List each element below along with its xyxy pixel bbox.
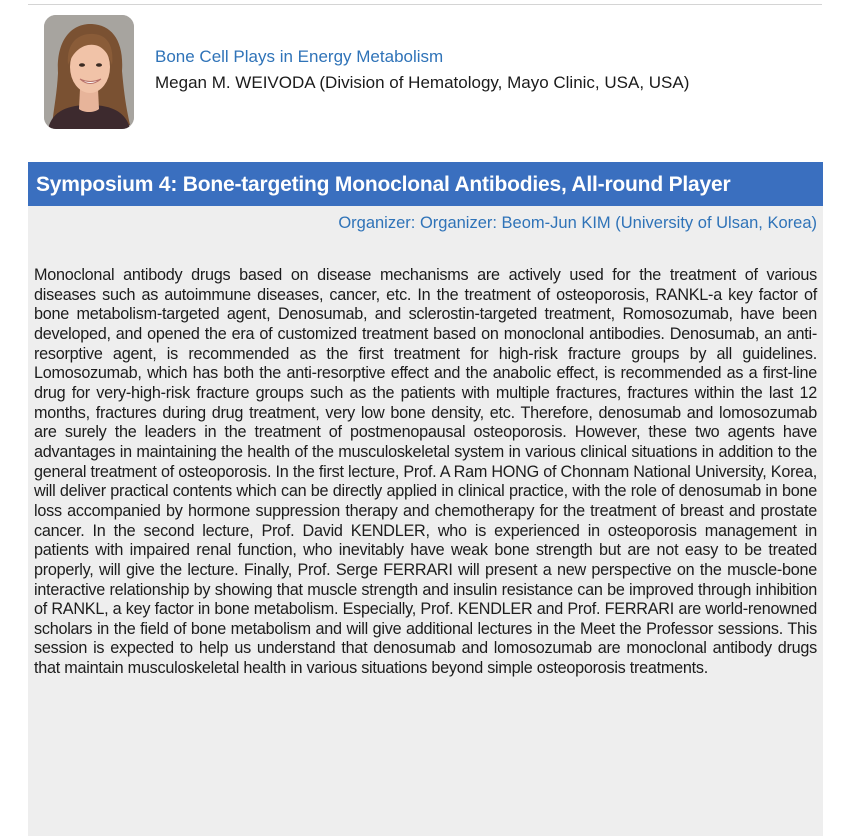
symposium-abstract: Monoclonal antibody drugs based on disease mechanisms are actively used for the treatment of various diseases such as autoimmune diseases, cancer, etc. In the treatment of osteoporosis, RANKL-a key factor of bone metabolism-targeted agent, Denosumab, and sclerostin-targeted treatment, Romosozumab, have been developed, and opened the era of customized treatment based on monoclonal antibodies. Denosumab, an anti-resorptive agent, is recommended as the first treatment for high-risk fracture groups by all guidelines. Lomosozumab, which has both the anti-resorptive effect and the anabolic effect, is recommended as a first-line drug for very-high-risk fracture groups such as the patients with multiple fractures, fractures within the last 12 months, fractures during drug treatment, very low bone density, etc. Therefore, denosumab and lomosozumab are surely the leaders in the treatment of postmenopausal osteoporosis. However, these two agents have advantages in maintaining the health of the musculoskeletal system in various clinical situations in addition to the general treatment of osteoporosis. In the first lecture, Prof. A Ram HONG of Chonnam National University, Korea, will deliver practical contents which can be directly applied in clinical practice, with the role of denosumab in bone loss accompanied by hormone suppression therapy and chemotherapy for the treatment of breast and prostate cancer. In the second lecture, Prof. David KENDLER, who is experienced in osteoporosis management in patients with impaired renal function, who inevitably have weak bone strength but are not easy to be treated properly, will give the lecture. Finally, Prof. Serge FERRARI will present a new perspective on the muscle-bone interactive relationship by showing that muscle strength and insulin resistance can be improved through inhibition of RANKL, a key factor in bone metabolism. Especially, Prof. KENDLER and Prof. FERRARI are world-renowned scholars in the field of bone metabolism and will give additional lectures in the Meet the Professor sessions. This session is expected to help us understand that denosumab and lomosozumab are monoclonal antibody drugs that maintain musculoskeletal health in various situations beyond simple osteoporosis treatments.	[34, 266, 817, 678]
symposium-title: Symposium 4: Bone-targeting Monoclonal Antibodies, All-round Player	[28, 162, 823, 206]
talk-title: Bone Cell Plays in Energy Metabolism	[155, 47, 444, 66]
top-divider	[28, 4, 822, 5]
symposium-organizer: Organizer: Organizer: Beom-Jun KIM (University of Ulsan, Korea)	[338, 214, 817, 232]
speaker-photo	[44, 15, 134, 129]
speaker-section	[44, 15, 804, 131]
speaker-name-affiliation: Megan M. WEIVODA (Division of Hematology, Mayo Clinic, USA, USA)	[155, 73, 690, 92]
symposium-panel	[28, 162, 823, 836]
speaker-portrait-icon	[44, 15, 134, 129]
